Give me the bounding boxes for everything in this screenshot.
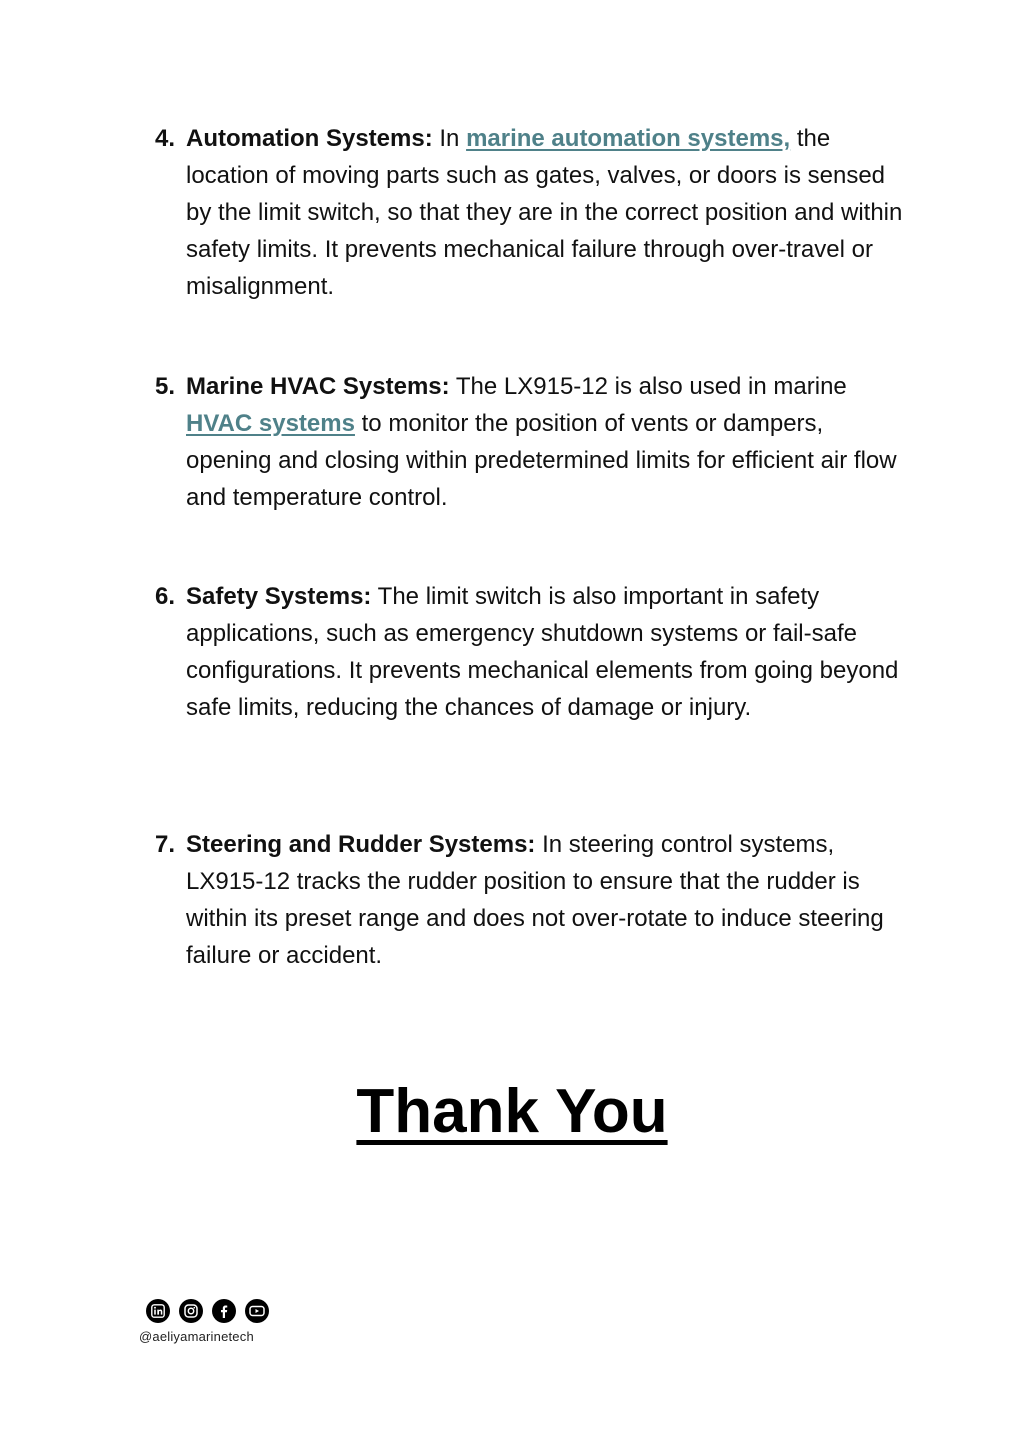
list-item-text: In steering control systems, LX915-12 tracks the rudder position to ensure that the rudder is within its preset range and does not over-rotate to induce steering failure or accident. — [186, 831, 884, 969]
list-item-heading: Safety Systems: — [186, 583, 372, 610]
hvac-systems-link[interactable]: HVAC systems — [186, 410, 355, 437]
marine-automation-systems-link[interactable]: marine automation systems, — [466, 125, 791, 152]
list-item-body — [186, 368, 915, 516]
list-item-text: The limit switch is also important in safety applications, such as emergency shutdown systems or fail-safe configurations. It prevents mechanical elements from going beyond safe limits, reducing the chances of damage or injury. — [186, 583, 899, 721]
list-item-text: In — [432, 125, 467, 152]
list-item-body — [186, 120, 915, 305]
list-item-text: to monitor the position of vents or dampers, opening and closing within predetermined limits for efficient air flow and temperature control. — [186, 410, 897, 511]
linkedin-icon[interactable] — [146, 1299, 170, 1323]
facebook-icon[interactable] — [212, 1299, 236, 1323]
social-handle: @aeliyamarinetech — [139, 1329, 254, 1344]
list-item-text: the location of moving parts such as gates, valves, or doors is sensed by the limit switch, so that they are in the correct position and within safety limits. It prevents mechanical failure through over-travel or misalignment. — [186, 125, 903, 300]
list-item-text: The LX915-12 is also used in marine — [449, 373, 847, 400]
instagram-icon[interactable] — [179, 1299, 203, 1323]
social-icons — [146, 1299, 289, 1323]
list-item-heading: Automation Systems: — [186, 125, 433, 152]
thank-you-heading — [0, 1072, 1024, 1152]
list-item-heading: Marine HVAC Systems: — [186, 373, 450, 400]
list-item-safety-systems — [155, 578, 915, 726]
list-item-automation-systems — [155, 120, 915, 305]
social-footer — [139, 1299, 289, 1344]
list-item-number: 6. — [155, 583, 176, 610]
thank-you-text: Thank You — [356, 1077, 668, 1146]
list-item-heading: Steering and Rudder Systems: — [186, 831, 536, 858]
youtube-icon[interactable] — [245, 1299, 269, 1323]
list-item-steering-rudder-systems — [155, 826, 915, 974]
list-item-number: 7. — [155, 831, 176, 858]
list-item-number: 4. — [155, 125, 176, 152]
list-item-number: 5. — [155, 373, 176, 400]
list-item-marine-hvac-systems — [155, 368, 915, 516]
list-item-body — [186, 826, 915, 974]
list-item-body — [186, 578, 915, 726]
